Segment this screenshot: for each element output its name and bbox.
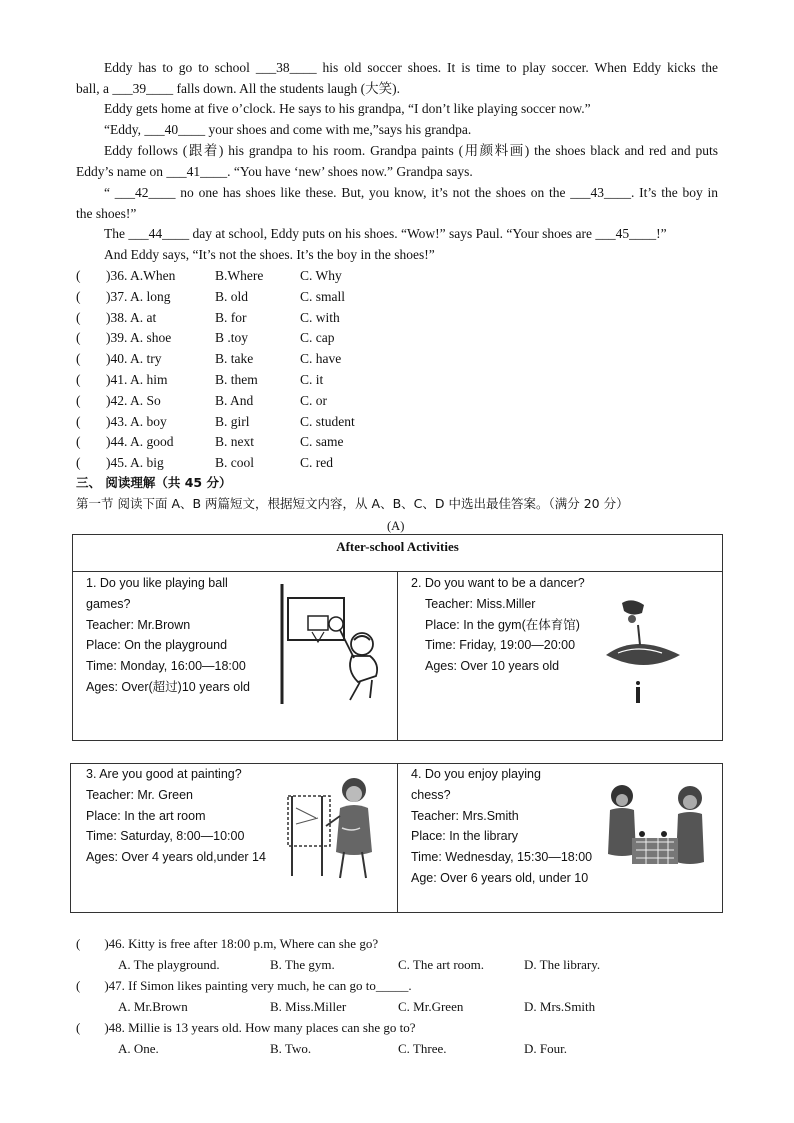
activity-place: Place: On the playground [86,638,228,653]
option-d: D. The library. [524,957,601,972]
passage-line: Eddy’s name on ___41____. “You have ‘new’ shoes now.” Grandpa says. [76,164,473,179]
divider [397,571,398,741]
answer-options [118,998,638,1016]
option-b: B. for [215,310,247,325]
cloze-question-43 [76,413,476,431]
activity-2 [411,573,585,677]
option-c: C. cap [300,330,335,345]
cloze-question-41 [76,371,476,389]
answer-paren: ( [76,434,81,449]
activity-time: Time: Monday, 16:00—18:00 [86,659,246,674]
question-text: )47. If Simon likes painting very much, he can go to_____. [104,978,412,993]
passage-line: Eddy gets home at five o’clock. He says to his grandpa, “I don’t like playing soccer now.” [104,101,591,116]
activity-teacher: Teacher: Mrs.Smith [411,808,519,823]
answer-paren: ( [76,310,81,325]
option-c: C. student [300,414,355,429]
activity-1 [86,573,250,698]
activity-question: 2. Do you want to be a dancer? [411,576,585,590]
passage-line: Eddy follows (跟着) his grandpa to his room. Grandpa paints (用颜料画) the shoes black and red and puts [104,143,718,158]
cloze-question-39 [76,329,476,347]
question-text: )46. Kitty is free after 18:00 p.m, Where can she go? [104,936,379,951]
cloze-question-45 [76,454,476,472]
answer-options [118,956,638,974]
option-b: B. take [215,351,254,366]
activity-ages: Ages: Over 4 years old,under 14 [86,850,266,865]
passage-line: “ ___42____ no one has shoes like these. But, you know, it’s not the shoes on the ___43____. It’s the boy in [104,185,718,200]
option-a: )41. A. him [106,372,168,387]
option-a: A. Mr.Brown [118,999,188,1014]
reading-question-46 [76,935,378,953]
answer-paren: ( [76,351,81,366]
answer-paren: ( [76,393,81,408]
answer-options [118,1040,638,1058]
activity-question: 3. Are you good at painting? [86,767,242,781]
activity-teacher: Teacher: Miss.Miller [425,596,536,611]
passage-line: The ___44____ day at school, Eddy puts on his shoes. “Wow!” says Paul. “Your shoes are ___45____!” [104,226,667,241]
option-b: B. The gym. [270,957,335,972]
reading-question-48 [76,1019,416,1037]
activity-place: Place: In the gym(在体育馆) [425,617,580,632]
option-b: B. them [215,372,258,387]
activity-3 [86,764,266,868]
option-d: D. Mrs.Smith [524,999,596,1014]
divider [397,763,398,913]
option-b: B. Miss.Miller [270,999,347,1014]
answer-paren: ( [76,268,81,283]
question-text: )48. Millie is 13 years old. How many places can she go to? [104,1020,416,1035]
option-b: B. cool [215,455,254,470]
option-a: A. One. [118,1041,159,1056]
activity-time: Time: Wednesday, 15:30—18:00 [411,850,593,865]
answer-paren: ( [76,978,81,993]
option-c: C. Why [300,268,342,283]
table-header: After-school Activities [336,539,459,554]
dancer-picture [600,595,690,710]
option-a: )45. A. big [106,455,164,470]
option-c: C. or [300,393,327,408]
answer-paren: ( [76,936,81,951]
activity-question: 4. Do you enjoy playing [411,767,541,781]
painter-picture [282,768,388,886]
activity-time: Time: Friday, 19:00—20:00 [425,638,576,653]
option-b: B .toy [215,330,249,345]
option-b: B. Two. [270,1041,312,1056]
option-a: )44. A. good [106,434,174,449]
answer-paren: ( [76,372,81,387]
option-c: C. with [300,310,340,325]
option-a: )37. A. long [106,289,171,304]
cloze-question-38 [76,309,476,327]
option-c: C. have [300,351,342,366]
activity-teacher: Teacher: Mr. Green [86,787,193,802]
option-d: D. Four. [524,1041,567,1056]
passage-line: ball, a ___39____ falls down. All the students laugh (大笑). [76,81,400,96]
answer-paren: ( [76,330,81,345]
activity-time: Time: Saturday, 8:00—10:00 [86,829,245,844]
activity-teacher: Teacher: Mr.Brown [86,617,191,632]
answer-paren: ( [76,1020,81,1035]
option-b: B.Where [215,268,264,283]
chess-players-picture [606,780,710,884]
cloze-question-40 [76,350,476,368]
activity-question: 1. Do you like playing ball [86,576,228,590]
option-c: C. Three. [398,1041,447,1056]
section-title: 三、 阅读理解（共 45 分） [76,475,232,490]
passage-label: (A) [387,519,405,533]
answer-paren: ( [76,289,81,304]
answer-paren: ( [76,414,81,429]
option-a: )36. A.When [106,268,176,283]
activity-place: Place: In the art room [86,808,206,823]
option-a: )40. A. try [106,351,162,366]
option-c: C. The art room. [398,957,485,972]
cloze-question-36 [76,267,476,285]
section-instructions: 第一节 阅读下面 A、B 两篇短文，根据短文内容，从 A、B、C、D 中选出最佳答案。（满分 20 分） [76,496,629,511]
activity-question: games? [86,596,131,611]
answer-paren: ( [76,455,81,470]
option-a: A. The playground. [118,957,220,972]
activity-question: chess? [411,787,451,802]
option-b: B. next [215,434,254,449]
cloze-question-37 [76,288,476,306]
option-a: )38. A. at [106,310,157,325]
basketball-player-picture [274,580,384,708]
passage-line: “Eddy, ___40____ your shoes and come with me,”says his grandpa. [104,122,472,137]
option-c: C. it [300,372,324,387]
activity-ages: Ages: Over(超过)10 years old [86,679,250,694]
activity-ages: Age: Over 6 years old, under 10 [411,870,589,885]
passage-line: Eddy has to go to school ___38____ his old soccer shoes. It is time to play soccer. When Eddy kicks the [104,60,718,75]
option-a: )39. A. shoe [106,330,172,345]
activity-4 [411,764,592,889]
passage-line: the shoes!” [76,206,137,221]
option-c: C. red [300,455,333,470]
option-b: B. old [215,289,249,304]
option-a: )42. A. So [106,393,161,408]
option-b: B. girl [215,414,250,429]
option-b: B. And [215,393,254,408]
reading-question-47 [76,977,412,995]
option-a: )43. A. boy [106,414,167,429]
option-c: C. same [300,434,344,449]
activity-place: Place: In the library [411,829,518,844]
activity-ages: Ages: Over 10 years old [425,659,560,674]
option-c: C. small [300,289,346,304]
cloze-question-42 [76,392,476,410]
passage-line: And Eddy says, “It’s not the shoes. It’s the boy in the shoes!” [104,247,435,262]
option-c: C. Mr.Green [398,999,464,1014]
cloze-question-44 [76,433,476,451]
